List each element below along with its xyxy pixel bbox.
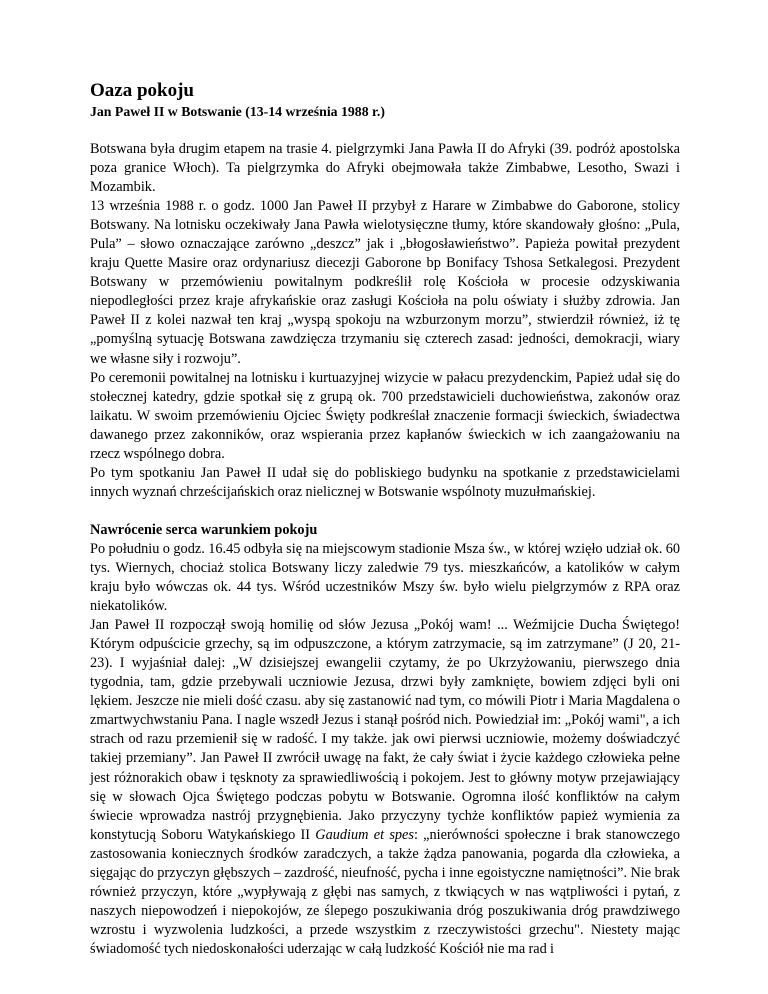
- document-citation-title: Gaudium et spes: [315, 826, 414, 843]
- section-conversion: [90, 521, 680, 959]
- homily-text-part1: Jan Paweł II rozpoczął swoją homilię od słów Jezusa „Pokój wam! ... Weźmijcie Ducha Świętego! Którym odpuścicie grzechy, są im odpuszczone, a którym zatrzymacie, są im zatrzymane” (J 20, 21-23). I wyjaśniał dalej: „W dzisiejszej ewangelii czytamy, że po Ukrzyżowaniu, pierwszego dnia tygodnia, tam, gdzie przebywali uczniowie Jezusa, drzwi były zamknięte, bowiem zdjęci byli oni lękiem. Jeszcze nie mieli dość czasu. aby się zastanowić nad tym, co mówili Piotr i Maria Magdalena o zmartwychwstaniu Pana. I nagle wszedł Jezus i stanął pośród nich. Powiedział im: „Pokój wami", a ich strach od razu przemienił się w radość. I my także. jak owi pierwsi uczniowie, możemy doświadczyć takiej przemiany”. Jan Paweł II zwrócił uwagę na fakt, że cały świat i życie każdego człowieka pełne jest różnorakich obaw i tęsknoty za sprawiedliwością i pokojem. Jest to główny motyw przejawiający się w słowach Ojca Świętego podczas pobytu w Botswanie. Ogromna ilość konfliktów na całym świecie wprowadza nastrój przygnębienia. Jako przyczyny tychże konfliktów papież wymienia za konstytucją Soboru Watykańskiego II: [90, 617, 680, 843]
- paragraph-homily: [90, 616, 680, 959]
- paragraph: Po tym spotkaniu Jan Paweł II udał się do pobliskiego budynku na spotkanie z przedstawicielami innych wyznań chrześcijańskich oraz nielicznej w Botswanie wspólnoty muzułmańskiej.: [90, 464, 680, 500]
- section-intro: [90, 140, 680, 502]
- paragraph: Botswana była drugim etapem na trasie 4. pielgrzymki Jana Pawła II do Afryki (39. podróż apostolska poza granice Włoch). Ta pielgrzymka do Afryki obejmowała także Zimbabwe, Lesotho, Swazi i Mozambik.: [90, 141, 680, 196]
- document-body: [90, 80, 680, 959]
- document-title: Oaza pokoju: [90, 80, 194, 101]
- paragraph: Po ceremonii powitalnej na lotnisku i kurtuazyjnej wizycie w pałacu prezydenckim, Papież udał się do stołecznej katedry, gdzie spotkał się z grupą ok. 700 przedstawicieli duchowieństwa, zakonów oraz laikatu. W swoim przemówieniu Ojciec Święty podkreślał znaczenie formacji świeckich, świadectwa dawanego przez zakonników, oraz wspierania przez kapłanów świeckich w ich zaangażowaniu na rzecz wspólnego dobra.: [90, 369, 680, 462]
- homily-text-part2: : „nierówności społeczne i brak stanowczego zastosowania koniecznych środków zaradczych, a także żądza panowania, pogarda dla człowieka, a sięgając do przyczyn głębszych – zazdrość, nieufność, pycha i inne egoistyczne namiętności”. Nie brak również przyczyn, które „wypływają z głębi nas samych, z tkwiących w nas wątpliwości i pytań, z naszych niepowodzeń i niepokojów, ze ślepego poszukiwania dróg poszukiwania dróg prawdziwego wzrostu i wyzwolenia ludzkości, a przede wszystkim z rzeczywistości grzechu". Niestety mając świadomość tych niedoskonałości uderzając w całą ludzkość Kościół nie ma rad i: [90, 826, 680, 957]
- paragraph: 13 września 1988 r. o godz. 1000 Jan Paweł II przybył z Harare w Zimbabwe do Gaborone, stolicy Botswany. Na lotnisku oczekiwały Jana Pawła wielotysięczne tłumy, które skandowały głośno: „Pula, Pula” – słowo oznaczające zarówno „deszcz” jak i „błogosławieństwo”. Papieża powitał prezydent kraju Quette Masire oraz ordynariusz diecezji Gaborone bp Bonifacy Tshosa Setkalegosi. Prezydent Botswany w przemówieniu powitalnym podkreślił rolę Kościoła w procesie odzyskiwania niepodległości przez kraje afrykańskie oraz zasługi Kościoła na polu oświaty i służby zdrowia. Jan Paweł II z kolei nazwał ten kraj „wyspą spokoju na wzburzonym morzu”, stwierdził również, iż tę „pomyślną sytuację Botswana zawdzięcza trzymaniu się czterech zasad: jedności, demokracji, wiary we własne siły i rozwoju”.: [90, 198, 680, 367]
- document-subtitle: Jan Paweł II w Botswanie (13-14 września 1988 r.): [90, 104, 385, 119]
- section-heading: Nawrócenie serca warunkiem pokoju: [90, 521, 318, 538]
- paragraph: Po południu o godz. 16.45 odbyła się na miejscowym stadionie Msza św., w której wzięło udział ok. 60 tys. Wiernych, chociaż stolica Botswany liczy zaledwie 79 tys. mieszkańców, a katolików w całym kraju było wówczas ok. 44 tys. Wśród uczestników Mszy św. było wielu pielgrzymów z RPA oraz niekatolików.: [90, 540, 680, 615]
